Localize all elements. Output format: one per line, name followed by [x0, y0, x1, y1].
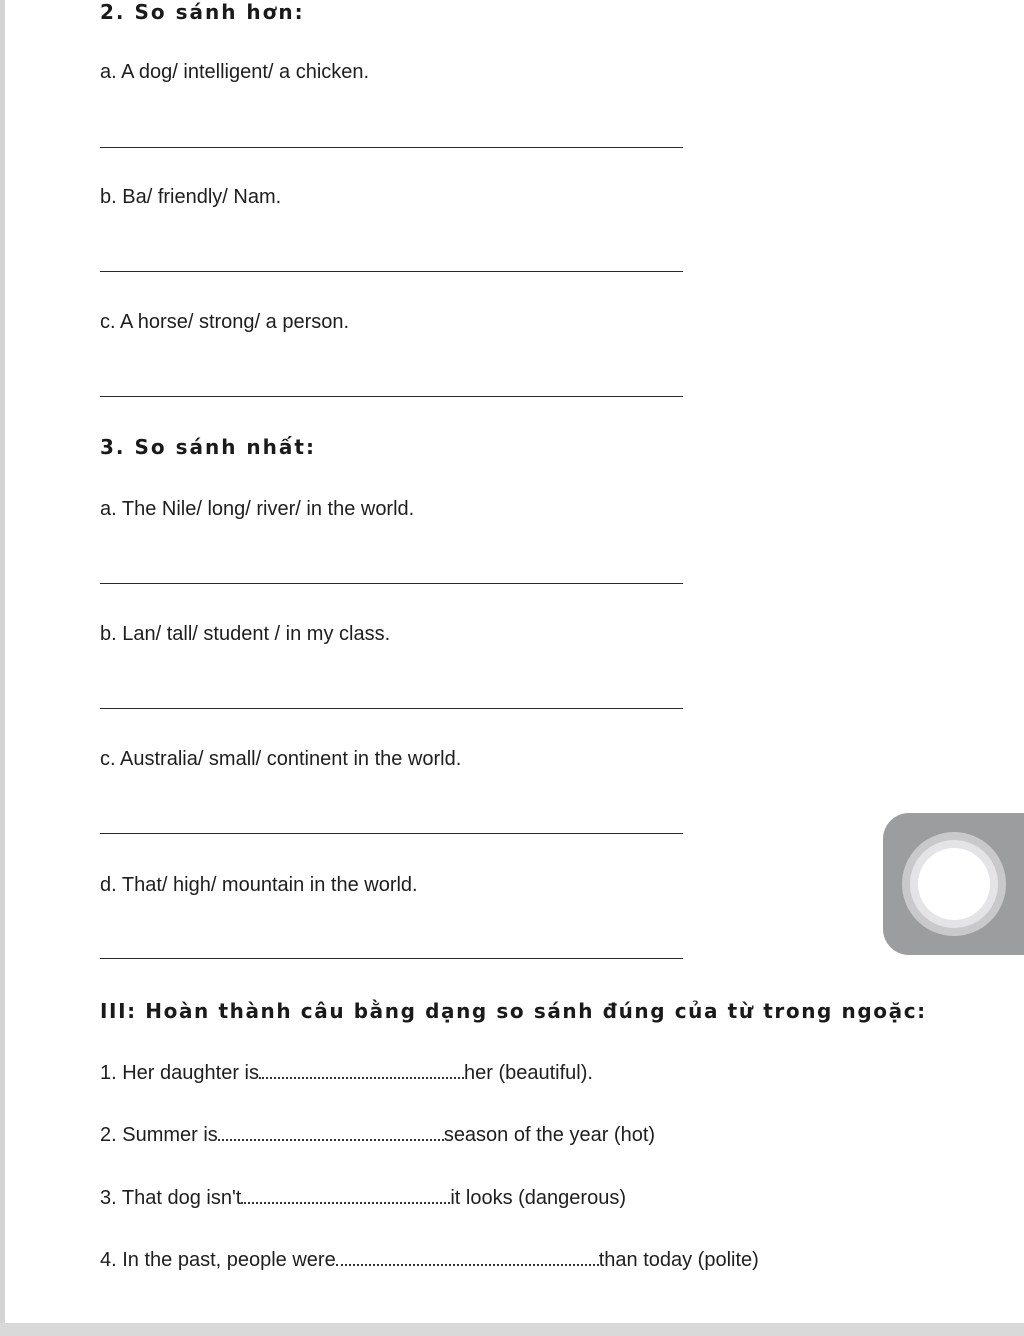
section-2-item-a: a. A dog/ intelligent/ a chicken. — [100, 61, 370, 83]
exercise-item-2-start: 2. Summer is — [100, 1124, 218, 1146]
section-3-item-a: a. The Nile/ long/ river/ in the world. — [100, 498, 415, 520]
section-3-item-b: b. Lan/ tall/ student / in my class. — [100, 623, 391, 645]
section-2-item-b: b. Ba/ friendly/ Nam. — [100, 186, 282, 208]
answer-line-3c[interactable] — [100, 833, 683, 834]
assistive-touch-button[interactable] — [883, 813, 1024, 955]
page-frame-bottom — [0, 1323, 1024, 1336]
exercise-item-1-start: 1. Her daughter is — [100, 1062, 259, 1084]
blank-2[interactable] — [218, 1125, 444, 1141]
exercise-item-4-start: 4. In the past, people were — [100, 1249, 336, 1271]
exercise-item-4-end: than today (polite) — [598, 1249, 759, 1271]
assistive-touch-dot — [918, 848, 990, 920]
answer-line-3a[interactable] — [100, 583, 683, 584]
section-3-heading: 3. So sánh nhất: — [100, 435, 316, 459]
assistive-touch-ring — [910, 840, 998, 928]
answer-line-2b[interactable] — [100, 271, 683, 272]
section-2-heading: 2. So sánh hơn: — [100, 0, 305, 24]
exercise-item-2-end: season of the year (hot) — [443, 1124, 656, 1146]
answer-line-2c[interactable] — [100, 396, 683, 397]
section-2-item-c: c. A horse/ strong/ a person. — [100, 311, 350, 333]
exercise-item-1 — [100, 1062, 593, 1085]
assistive-touch-icon — [902, 832, 1006, 936]
answer-line-3b[interactable] — [100, 708, 683, 709]
answer-line-3d[interactable] — [100, 958, 683, 959]
section-III-heading: III: Hoàn thành câu bằng dạng so sánh đúng của từ trong ngoặc: — [100, 999, 927, 1023]
blank-4[interactable] — [336, 1250, 599, 1266]
exercise-item-4 — [100, 1249, 759, 1272]
exercise-item-3 — [100, 1187, 626, 1210]
section-3-item-d: d. That/ high/ mountain in the world. — [100, 874, 418, 896]
exercise-item-1-end: her (beautiful). — [463, 1062, 593, 1084]
answer-line-2a[interactable] — [100, 147, 683, 148]
section-3-item-c: c. Australia/ small/ continent in the world. — [100, 748, 462, 770]
blank-3[interactable] — [241, 1188, 450, 1204]
blank-1[interactable] — [259, 1063, 464, 1079]
exercise-item-3-end: it looks (dangerous) — [450, 1187, 626, 1209]
exercise-item-3-start: 3. That dog isn't — [100, 1187, 242, 1209]
exercise-item-2 — [100, 1124, 655, 1147]
